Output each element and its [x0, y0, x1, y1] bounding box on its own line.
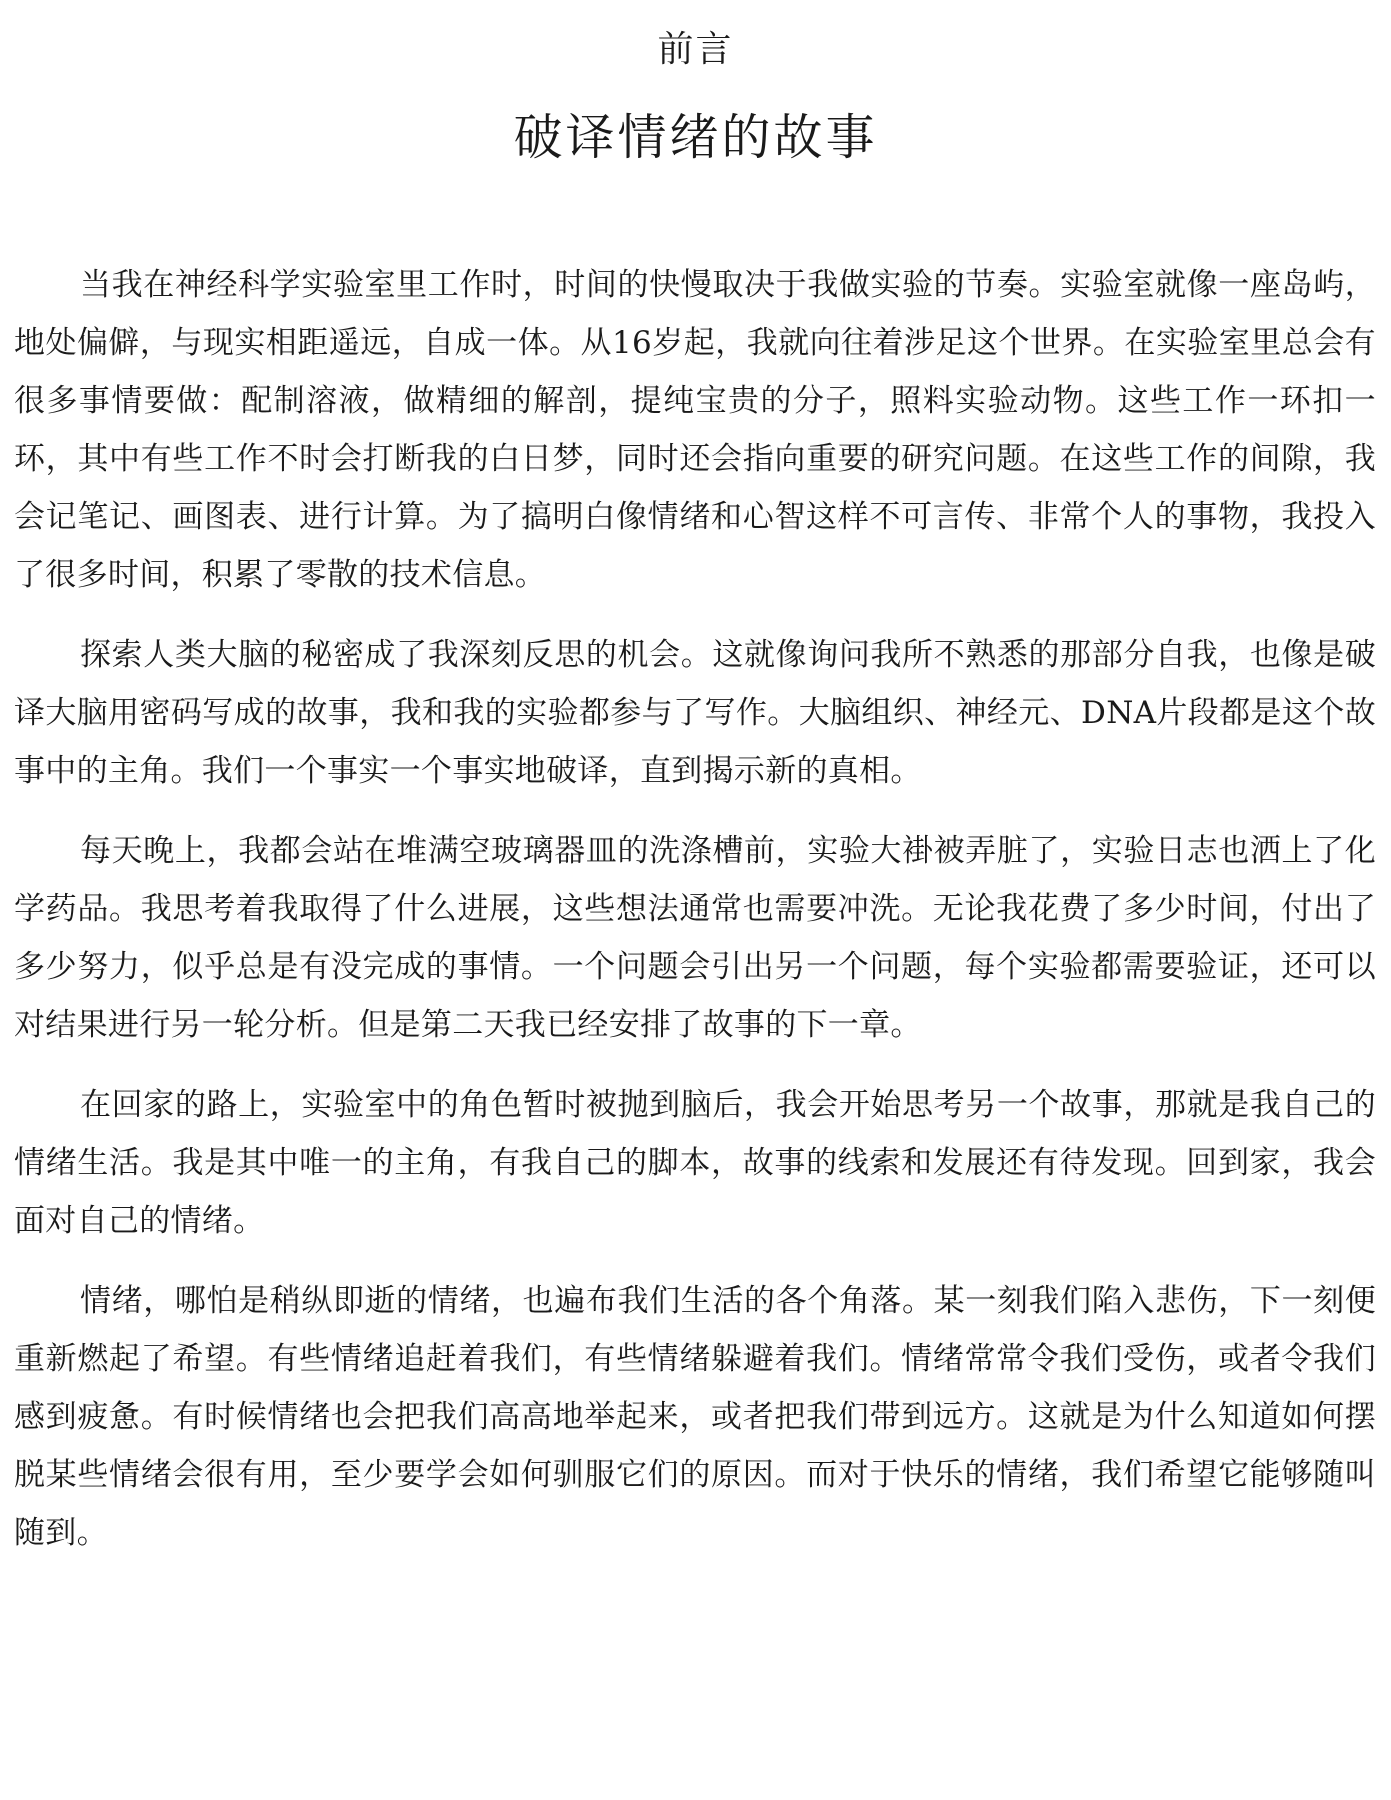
paragraph-1: 当我在神经科学实验室里工作时，时间的快慢取决于我做实验的节奏。实验室就像一座岛屿，地处偏僻，与现实相距遥远，自成一体。从16岁起，我就向往着涉足这个世界。在实验室里总会有很多事情要做：配制溶液，做精细的解剖，提纯宝贵的分子，照料实验动物。这些工作一环扣一环，其中有些工作不时会打断我的白日梦，同时还会指向重要的研究问题。在这些工作的间隙，我会记笔记、画图表、进行计算。为了搞明白像情绪和心智这样不可言传、非常个人的事物，我投入了很多时间，积累了零散的技术信息。 [14, 267, 1376, 593]
section-label: 前言 [657, 29, 734, 70]
body-text [14, 256, 1376, 1584]
chapter-title: 破译情绪的故事 [513, 109, 878, 166]
paragraph-2: 探索人类大脑的秘密成了我深刻反思的机会。这就像询问我所不熟悉的那部分自我，也像是破译大脑用密码写成的故事，我和我的实验都参与了写作。大脑组织、神经元、DNA片段都是这个故事中的主角。我们一个事实一个事实地破译，直到揭示新的真相。 [14, 637, 1376, 789]
paragraph-5: 情绪，哪怕是稍纵即逝的情绪，也遍布我们生活的各个角落。某一刻我们陷入悲伤，下一刻便重新燃起了希望。有些情绪追赶着我们，有些情绪躲避着我们。情绪常常令我们受伤，或者令我们感到疲惫。有时候情绪也会把我们高高地举起来，或者把我们带到远方。这就是为什么知道如何摆脱某些情绪会很有用，至少要学会如何驯服它们的原因。而对于快乐的情绪，我们希望它能够随叫随到。 [14, 1283, 1376, 1551]
paragraph-4: 在回家的路上，实验室中的角色暂时被抛到脑后，我会开始思考另一个故事，那就是我自己的情绪生活。我是其中唯一的主角，有我自己的脚本，故事的线索和发展还有待发现。回到家，我会面对自己的情绪。 [14, 1087, 1376, 1239]
paragraph-3: 每天晚上，我都会站在堆满空玻璃器皿的洗涤槽前，实验大褂被弄脏了，实验日志也洒上了化学药品。我思考着我取得了什么进展，这些想法通常也需要冲洗。无论我花费了多少时间，付出了多少努力，似乎总是有没完成的事情。一个问题会引出另一个问题，每个实验都需要验证，还可以对结果进行另一轮分析。但是第二天我已经安排了故事的下一章。 [14, 833, 1376, 1043]
